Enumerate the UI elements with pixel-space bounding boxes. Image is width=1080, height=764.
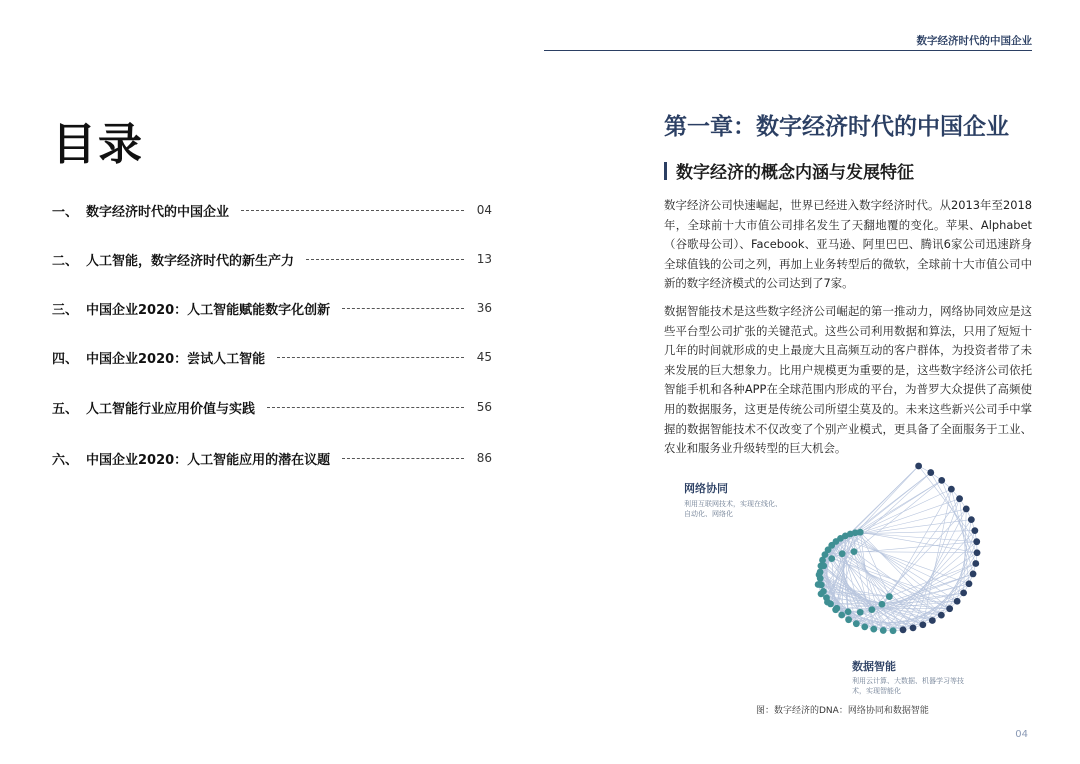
network-node [910,624,917,631]
section-marker [664,162,667,180]
network-edge [860,532,977,553]
network-node [815,581,822,588]
network-node [946,605,953,612]
network-node [857,529,864,536]
network-node [851,548,858,555]
body-paragraph: 数据智能技术是这些数字经济公司崛起的第一推动力，网络协同效应是这些平台型公司扩张的关键范式。这些公司利用数据和算法，只用了短短十几年的时间就形成的史上最庞大且高频互动的客户群体，为投资者带了未来发展的巨大想象力。比用户规模更为重要的是，这些数字经济公司依托智能手机和各种APP在全球范围内形成的平台，为普罗大众提供了高频使用的数据服务，这更是传统公司所望尘莫及的。未来这些新兴公司手中掌握的数据智能技术不仅改变了个别产业模式，更具备了全面服务于工业、农业和服务业升级转型的巨大机会。 [664,304,1032,456]
network-edge [855,533,976,542]
network-node [970,571,977,578]
network-node [929,617,936,624]
section-title: 数字经济的概念内涵与发展特征 [676,163,914,183]
network-edge [957,520,971,602]
toc-item-page: 13 [476,252,492,266]
figure-sublabel-data: 利用云计算、大数据、机器学习等技术，实现智能化 [852,677,964,695]
network-node [890,627,897,634]
network-edge [882,499,960,605]
toc-item-title: 数字经济时代的中国企业 [86,204,230,220]
network-node [879,601,886,608]
network-node [868,606,875,613]
header-rule [544,50,1032,51]
network-edge [840,538,968,583]
section-heading [664,158,914,183]
toc-leader [342,458,464,459]
toc-item[interactable] [52,298,492,318]
network-node [971,527,978,534]
toc-item[interactable] [52,448,492,468]
toc-item-title: 人工智能行业应用价值与实践 [86,401,256,417]
network-node [824,599,831,606]
toc-item[interactable] [52,200,492,220]
toc-item-page: 56 [476,400,492,414]
toc-title: 目录 [52,119,144,170]
network-node [938,612,945,619]
network-node [833,605,840,612]
network-node [861,623,868,630]
toc-leader [267,407,464,408]
network-node [853,620,860,627]
network-node [927,469,934,476]
toc-item-number: 一、 [52,204,79,220]
network-node [820,562,827,569]
toc-leader [277,357,464,358]
network-node [915,463,922,470]
network-edge [855,473,930,533]
network-node [919,621,926,628]
toc-leader [306,259,464,260]
toc-item[interactable] [52,347,492,367]
running-header: 数字经济时代的中国企业 [916,35,1032,47]
toc-item[interactable] [52,249,492,269]
toc-item-title: 人工智能，数字经济时代的新生产力 [86,253,295,269]
network-node [963,506,970,513]
network-node [948,486,955,493]
figure-sublabel-network: 利用互联网技术，实现在线化、自动化、网络化 [684,500,782,518]
network-node [960,589,967,596]
toc-item-number: 三、 [52,302,79,318]
figure-label-network: 网络协同 [684,482,728,495]
toc-item-page: 04 [476,203,492,217]
network-node [838,612,845,619]
network-node [870,626,877,633]
toc-item-page: 86 [476,451,492,465]
network-node [972,560,979,567]
page-number: 04 [1015,729,1028,740]
body-paragraph: 数字经济公司快速崛起，世界已经进入数字经济时代。从2013年至2018年，全球前十大市值公司排名发生了天翻地覆的变化。苹果、Alphabet（谷歌母公司）、Facebook、亚马逊、阿里巴巴、腾讯6家公司迅速跻身全球值钱的公司之列，再加上业务转型后的微软，全球前十大市值公司中新的数字经济模式的公司达到了7家。 [664,198,1032,291]
network-node [818,590,825,597]
network-node [816,571,823,578]
chapter-title: 第一章：数字经济时代的中国企业 [664,114,1009,140]
toc-leader [342,308,464,309]
network-node [880,627,887,634]
toc-item-page: 36 [476,301,492,315]
network-node [973,538,980,545]
network-node [974,549,981,556]
toc-item-page: 45 [476,350,492,364]
network-node [857,609,864,616]
network-node [954,598,961,605]
network-node [938,477,945,484]
toc-item-title: 中国企业2020：尝试人工智能 [86,351,266,367]
toc-leader [241,210,464,211]
toc-item-number: 六、 [52,452,79,468]
toc-item-title: 中国企业2020：人工智能赋能数字化创新 [86,302,331,318]
toc-item-title: 中国企业2020：人工智能应用的潜在议题 [86,452,331,468]
network-edge [850,466,918,534]
network-node [956,495,963,502]
toc-item[interactable] [52,397,492,417]
figure-label-data: 数据智能 [852,660,896,673]
network-node [900,626,907,633]
toc-item-number: 四、 [52,351,79,367]
network-node [966,580,973,587]
network-node [845,608,852,615]
toc-item-number: 五、 [52,401,79,417]
network-node [839,550,846,557]
network-node [845,616,852,623]
network-node [828,555,835,562]
network-node [968,516,975,523]
figure-caption: 图：数字经济的DNA：网络协同和数据智能 [756,706,929,716]
toc-item-number: 二、 [52,253,79,269]
network-node [886,593,893,600]
